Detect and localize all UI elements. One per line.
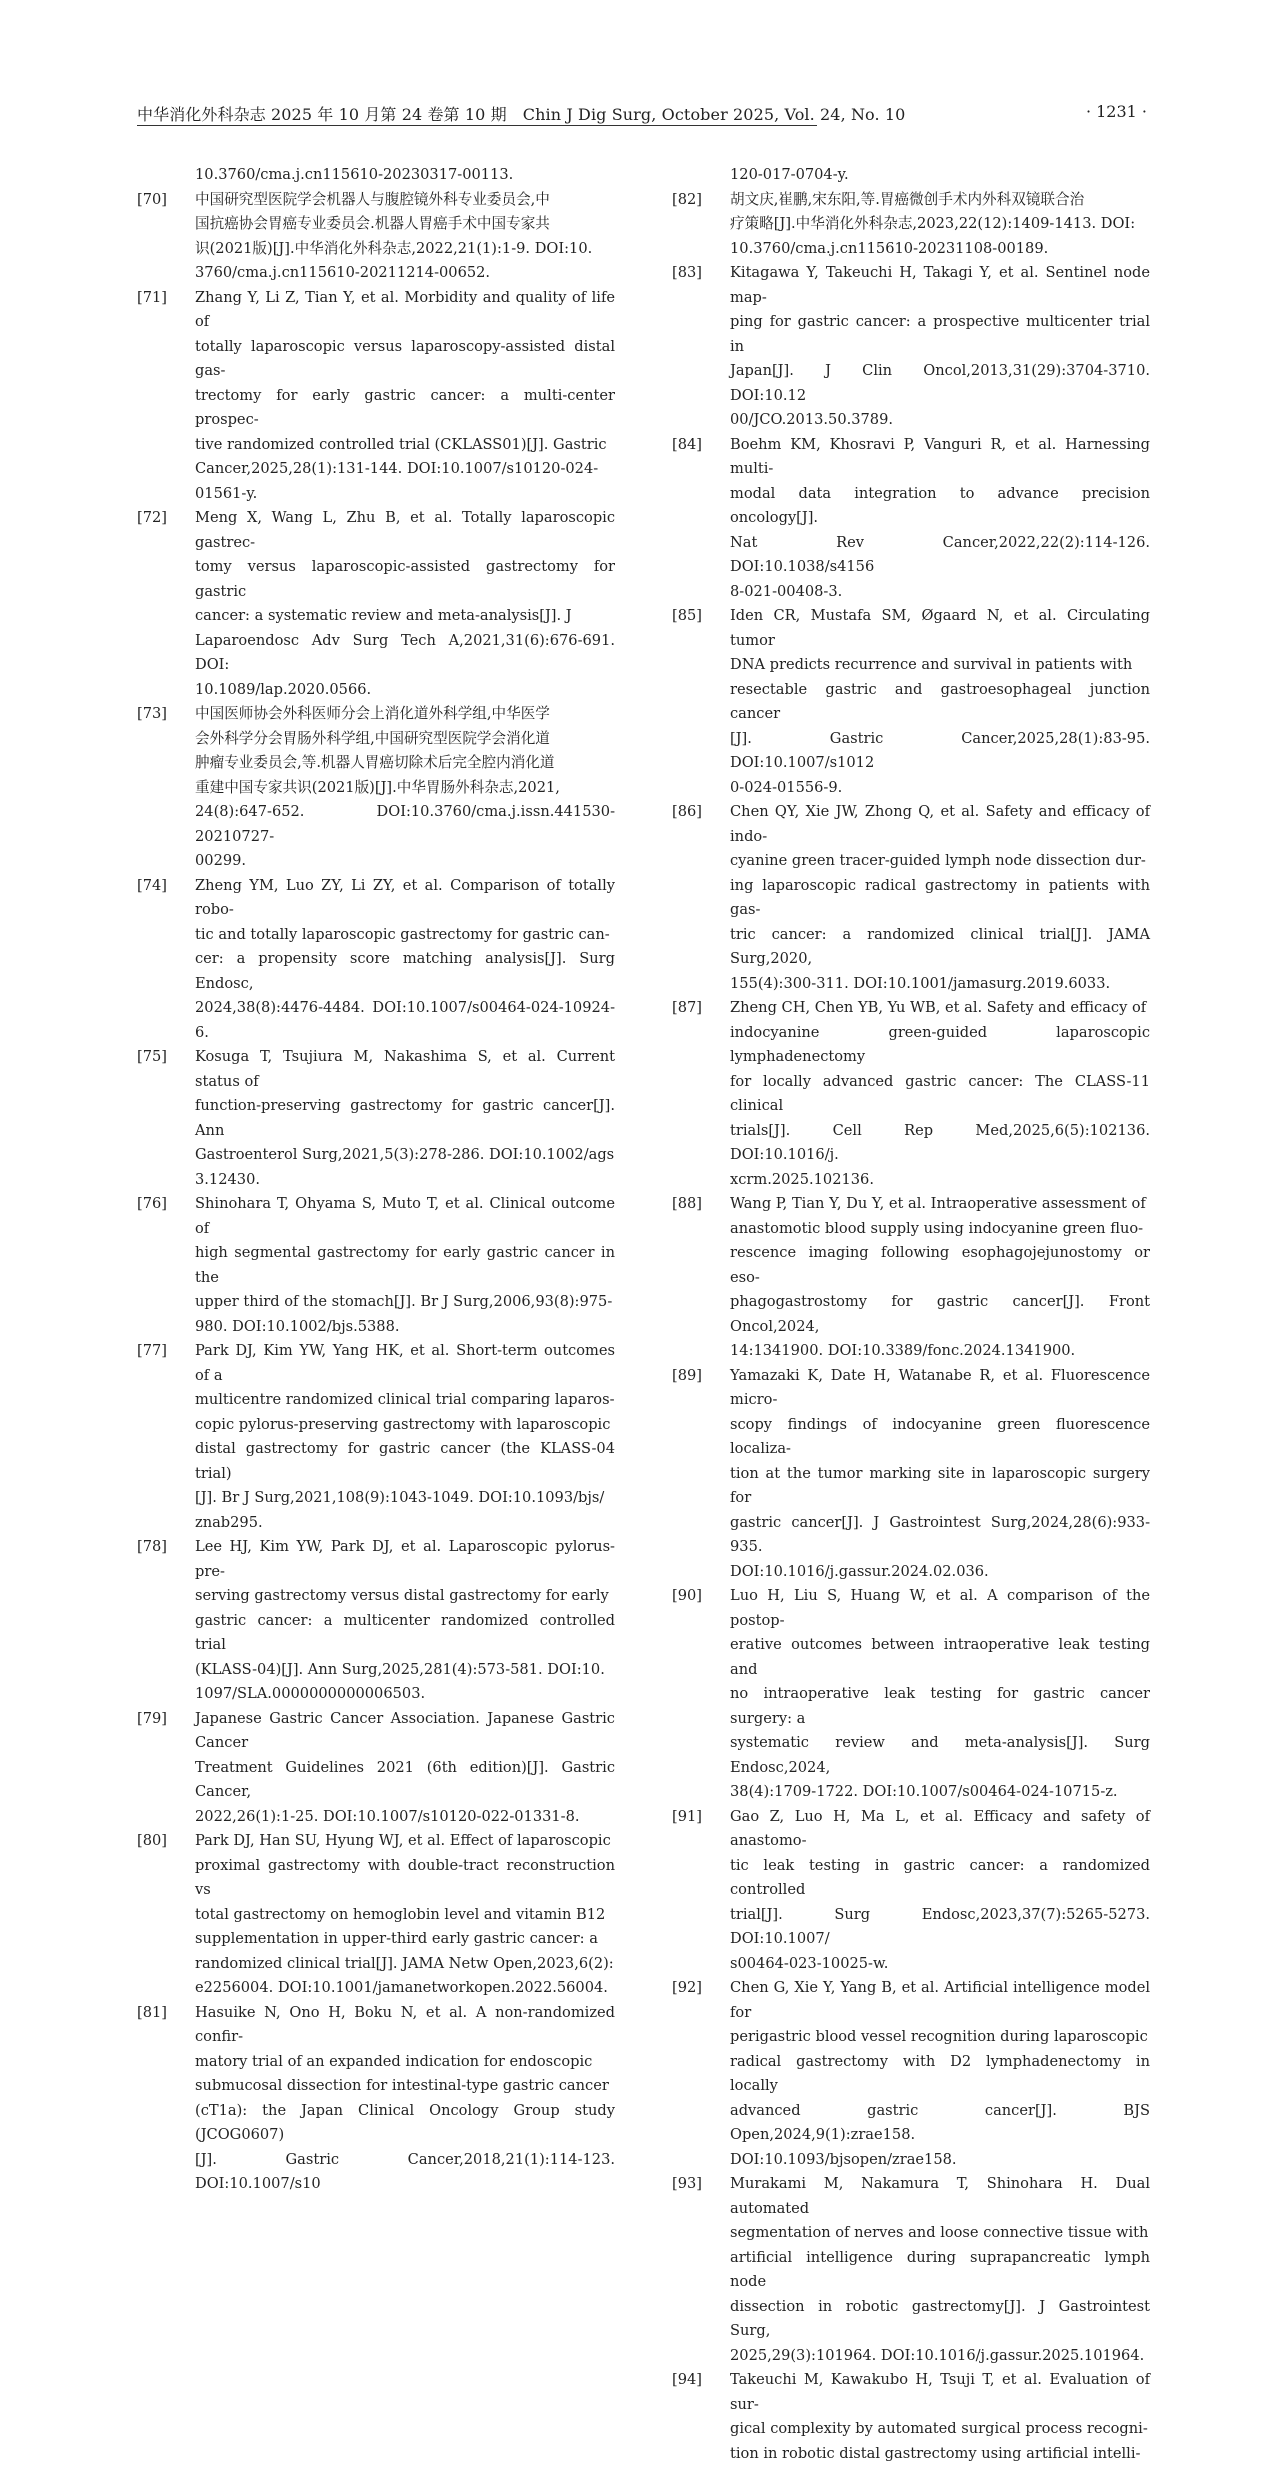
reference-text: Iden CR, Mustafa SM, Øgaard N, et al. Circulating tumor DNA predicts recurrence and survival in patients with resectable gastric and gastroesophageal junction cancer [J]. Gastric Cancer,2025,28(1):83-95. DOI:10.1007/s1012 0-024-01556-9. [730,607,1150,796]
reference-number: [74] [137,876,167,894]
reference-number: [77] [137,1342,167,1359]
reference-text: Japanese Gastric Cancer Association. Japanese Gastric Cancer Treatment Guidelines 2021 (6th edition)[J]. Gastric Cancer, 2022,26(1):1-25. DOI:10.1007/s10120-022-01331-8. [195,1709,615,1825]
reference-text: Yamazaki K, Date H, Watanabe R, et al. Fluorescence micro- scopy findings of indocyanine green fluorescence localiza- tion at the tumor marking site in laparoscopic surgery for gastric cancer[J]. J Gastrointest Surg,2024,28(6):933-935. DOI:10.1016/j.gassur.2024.02.036. [730,1366,1150,1580]
reference-text: Park DJ, Han SU, Hyung WJ, et al. Effect of laparoscopic proximal gastrectomy with double-tract reconstruction vs total gastrectomy on hemoglobin level and vitamin B12 supplementation in upper-third early gastric cancer: a randomized clinical trial[J]. JAMA Netw Open,2023,6(2): e2256004. DOI:10.1001/jamanetworkopen.2022.56004. [195,1832,615,1996]
reference-text: Gao Z, Luo H, Ma L, et al. Efficacy and safety of anastomo- tic leak testing in gastric cancer: a randomized controlled trial[J]. Surg Endosc,2023,37(7):5265-5273. DOI:10.1007/ s00464-023-10025-w. [730,1807,1150,1972]
reference-item [672,2368,1150,2466]
reference-item [137,1045,615,1192]
journal-header-title: 中华消化外科杂志 2025 年 10 月第 24 卷第 10 期 Chin J Dig Surg, October 2025, Vol. 24, No. 10 [137,105,906,124]
reference-text: Kosuga T, Tsujiura M, Nakashima S, et al. Current status of function-preserving gastrectomy for gastric cancer[J]. Ann Gastroenterol Surg,2021,5(3):278-286. DOI:10.1002/ags 3.12430. [195,1048,615,1188]
left-column [137,163,615,2197]
right-column [672,163,1150,2466]
reference-item [672,800,1150,996]
reference-item [137,2001,615,2197]
reference-number: [83] [672,264,702,281]
reference-item [672,1364,1150,1585]
reference-item [137,506,615,702]
reference-text: 中国研究型医院学会机器人与腹腔镜外科专业委员会,中 国抗癌协会胃癌专业委员会.机器人胃癌手术中国专家共 识(2021版)[J].中华消化外科杂志,2022,21(1):1-9. DOI:10. 3760/cma.j.cn115610-20211214-00652. [195,190,593,281]
reference-item [672,996,1150,1192]
reference-item [137,702,615,874]
reference-text: Chen G, Xie Y, Yang B, et al. Artificial intelligence model for perigastric blood vessel recognition during laparoscopic radical gastrectomy with D2 lymphadenectomy in locally advanced gastric cancer[J]. BJS Open,2024,9(1):zrae158. DOI:10.1093/bjsopen/zrae158. [730,1979,1150,2168]
reference-item [672,261,1150,433]
reference-item [137,1192,615,1339]
reference-number: [72] [137,509,167,526]
reference-number: [94] [672,2371,702,2388]
reference-item [672,1584,1150,1805]
reference-text: Takeuchi M, Kawakubo H, Tsuji T, et al. Evaluation of sur- gical complexity by automated surgical process recogni- tion in robotic distal gastrectomy using artificial intelli- [730,2371,1150,2462]
reference-item [137,1829,615,2001]
reference-number: [86] [672,803,702,820]
reference-number: [75] [137,1048,167,1065]
reference-text: 中国医师协会外科医师分会上消化道外科学组,中华医学 会外科学分会胃肠外科学组,中国研究型医院学会消化道 肿瘤专业委员会,等.机器人胃癌切除术后完全腔内消化道 重建中国专家共识(2021版)[J].中华胃肠外科杂志,2021, 24(8):647-652. DOI:10.3760/cma.j.issn.441530-20210727- 00299. [195,705,615,869]
reference-item [672,1976,1150,2172]
reference-text: 胡文庆,崔鹏,宋东阳,等.胃癌微创手术内外科双镜联合治 疗策略[J].中华消化外科杂志,2023,22(12):1409-1413. DOI: 10.3760/cma.j.cn115610-20231108-00189. [730,190,1136,257]
reference-item [672,2172,1150,2368]
page-number: · 1231 · [1085,102,1147,121]
reference-item [137,188,615,286]
reference-text: Zhang Y, Li Z, Tian Y, et al. Morbidity and quality of life of totally laparoscopic versus laparoscopy-assisted distal gas- trectomy for early gastric cancer: a multi-center prospec- tive randomized controlled trial (CKLASS01)[J]. Gastric Cancer,2025,28(1):131-144. DOI:10.1007/s10120-024- 01561-y. [195,288,615,502]
reference-number: [93] [672,2175,702,2192]
reference-number: [89] [672,1366,702,1384]
reference-item [672,188,1150,262]
reference-text: Chen QY, Xie JW, Zhong Q, et al. Safety and efficacy of indo- cyanine green tracer-guided lymph node dissection dur- ing laparoscopic radical gastrectomy in patients with gas- tric cancer: a randomized clinical trial[J]. JAMA Surg,2020, 155(4):300-311. DOI:10.1001/jamasurg.2019.6033. [730,803,1150,992]
reference-number: [87] [672,999,702,1016]
reference-number: [90] [672,1587,702,1604]
reference-text: Meng X, Wang L, Zhu B, et al. Totally laparoscopic gastrec- tomy versus laparoscopic-assisted gastrectomy for gastric cancer: a systematic review and meta-analysis[J]. J Laparoendosc Adv Surg Tech A,2021,31(6):676-691. DOI: 10.1089/lap.2020.0566. [195,509,615,698]
reference-item [672,433,1150,605]
reference-item [137,1339,615,1535]
reference-text: Lee HJ, Kim YW, Park DJ, et al. Laparoscopic pylorus-pre- serving gastrectomy versus distal gastrectomy for early gastric cancer: a multicenter randomized controlled trial (KLASS-04)[J]. Ann Surg,2025,281(4):573-581. DOI:10. 1097/SLA.0000000000006503. [195,1538,615,1702]
reference-number: [78] [137,1538,167,1555]
reference-item [672,1192,1150,1364]
reference-continuation: 10.3760/cma.j.cn115610-20230317-00113. [195,166,514,183]
reference-text: Hasuike N, Ono H, Boku N, et al. A non-randomized confir- matory trial of an expanded indication for endoscopic submucosal dissection for intestinal-type gastric cancer (cT1a): the Japan Clinical Oncology Group study (JCOG0607) [J]. Gastric Cancer,2018,21(1):114-123. DOI:10.1007/s10 [195,2003,615,2192]
reference-text: Luo H, Liu S, Huang W, et al. A comparison of the postop- erative outcomes between intraoperative leak testing and no intraoperative leak testing for gastric cancer surgery: a systematic review and meta-analysis[J]. Surg Endosc,2024, 38(4):1709-1722. DOI:10.1007/s00464-024-10715-z. [730,1587,1150,1800]
reference-text: Zheng YM, Luo ZY, Li ZY, et al. Comparison of totally robo- tic and totally laparoscopic gastrectomy for gastric can- cer: a propensity score matching analysis[J]. Surg Endosc, 2024,38(8):4476-4484. DOI:10.1007/s00464-024-10924-6. [195,876,615,1041]
reference-number: [82] [672,190,702,208]
reference-number: [81] [137,2003,167,2021]
reference-number: [71] [137,288,167,306]
running-header [137,100,1147,130]
reference-item [137,874,615,1046]
reference-number: [84] [672,435,702,453]
reference-number: [92] [672,1979,702,1996]
reference-text: Murakami M, Nakamura T, Shinohara H. Dual automated segmentation of nerves and loose connective tissue with artificial intelligence during suprapancreatic lymph node dissection in robotic gastrectomy[J]. J Gastrointest Surg, 2025,29(3):101964. DOI:10.1016/j.gassur.2025.101964. [730,2175,1150,2364]
reference-text: Kitagawa Y, Takeuchi H, Takagi Y, et al. Sentinel node map- ping for gastric cancer: a prospective multicenter trial in Japan[J]. J Clin Oncol,2013,31(29):3704-3710. DOI:10.12 00/JCO.2013.50.3789. [730,264,1150,428]
reference-number: [79] [137,1709,167,1727]
reference-number: [91] [672,1807,702,1825]
reference-number: [85] [672,607,702,624]
reference-number: [70] [137,190,167,208]
reference-number: [73] [137,705,167,722]
reference-number: [80] [137,1832,167,1849]
reference-number: [88] [672,1195,702,1212]
reference-item [672,1805,1150,1977]
reference-item [137,286,615,507]
reference-item [672,604,1150,800]
reference-text: Shinohara T, Ohyama S, Muto T, et al. Clinical outcome of high segmental gastrectomy for early gastric cancer in the upper third of the stomach[J]. Br J Surg,2006,93(8):975- 980. DOI:10.1002/bjs.5388. [195,1195,615,1335]
reference-continuation: 120-017-0704-y. [730,166,849,183]
header-rule [137,125,817,126]
reference-item [137,1535,615,1707]
reference-text: Boehm KM, Khosravi P, Vanguri R, et al. Harnessing multi- modal data integration to advance precision oncology[J]. Nat Rev Cancer,2022,22(2):114-126. DOI:10.1038/s4156 8-021-00408-3. [730,435,1150,600]
reference-item [137,1707,615,1830]
reference-text: Wang P, Tian Y, Du Y, et al. Intraoperative assessment of anastomotic blood supply using indocyanine green fluo- rescence imaging following esophagojejunostomy or eso- phagogastrostomy for gastric cancer[J]. Front Oncol,2024, 14:1341900. DOI:10.3389/fonc.2024.1341900. [730,1195,1150,1359]
reference-text: Zheng CH, Chen YB, Yu WB, et al. Safety and efficacy of indocyanine green-guided laparoscopic lymphadenectomy for locally advanced gastric cancer: The CLASS-11 clinical trials[J]. Cell Rep Med,2025,6(5):102136. DOI:10.1016/j. xcrm.2025.102136. [730,999,1150,1188]
reference-number: [76] [137,1195,167,1212]
reference-text: Park DJ, Kim YW, Yang HK, et al. Short-term outcomes of a multicentre randomized clinical trial comparing laparos- copic pylorus-preserving gastrectomy with laparoscopic distal gastrectomy for gastric cancer (the KLASS-04 trial) [J]. Br J Surg,2021,108(9):1043-1049. DOI:10.1093/bjs/ znab295. [195,1342,615,1531]
